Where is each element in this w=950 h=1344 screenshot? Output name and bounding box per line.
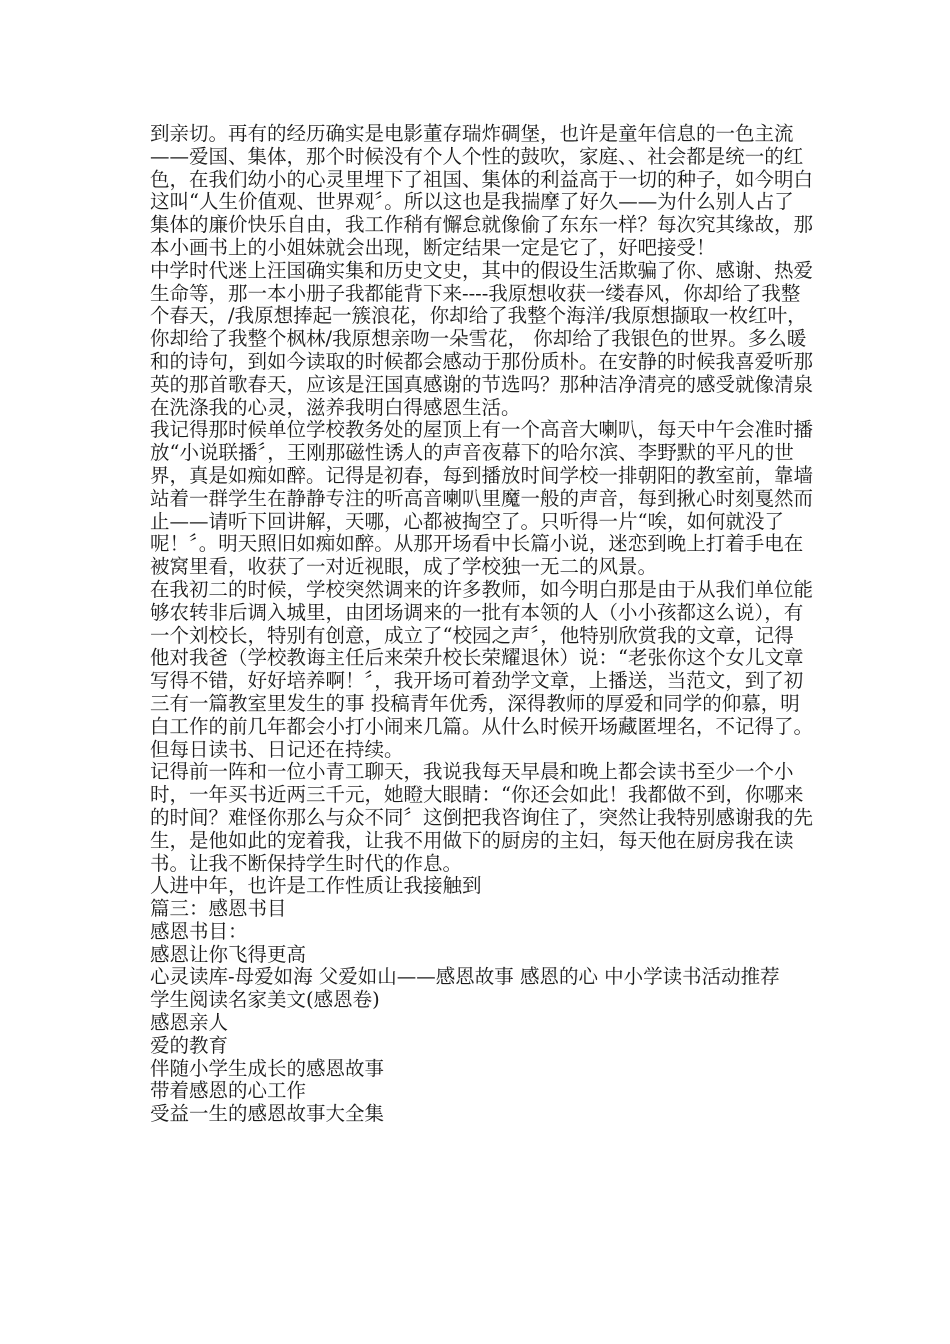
text-line: 生，是他如此的宠着我，让我不用做下的厨房的主妇，每天他在厨房我在读 — [150, 828, 794, 852]
text-line: 站着一群学生在静静专注的听高音喇叭里魔一般的声音，每到揪心时刻戛然而 — [150, 486, 814, 510]
text-line: 生命等，那一本小册子我都能背下来----我原想收获一缕春风，你却给了我整 — [150, 281, 801, 305]
list-item: 学生阅读名家美文(感恩卷) — [150, 988, 380, 1012]
list-item: 伴随小学生成长的感恩故事 — [150, 1056, 385, 1080]
list-item: 受益一生的感恩故事大全集 — [150, 1102, 385, 1126]
paragraph-childhood — [150, 122, 814, 260]
text-line: 英的那首歌春天，应该是汪国真感谢的节选吗？那种洁净清亮的感受就像清泉 — [150, 372, 814, 396]
list-item: 感恩亲人 — [150, 1011, 229, 1035]
text-line: 书。让我不断保持学生时代的作息。 — [150, 851, 463, 875]
text-line: 写得不错，好好培养啊！〞，我开场可着劲学文章，上播送，当范文，到了初 — [150, 669, 804, 693]
text-line: 他对我爸（学校教诲主任后来荣升校长荣耀退休）说：“老张你这个女儿文章 — [150, 646, 804, 670]
text-line: 到亲切。再有的经历确实是电影董存瑞炸碉堡，也许是童年信息的一色主流 — [150, 122, 794, 145]
text-line: 和的诗句，到如今读取的时候都会感动于那份质朴。在安静的时候我喜爱听那 — [150, 349, 814, 373]
text-line: 集体的廉价快乐自由，我工作稍有懈怠就像偷了东东一样？每次究其缘故，那 — [150, 213, 814, 237]
section-title: 篇三：感恩书目 — [150, 897, 287, 921]
text-line: 中学时代迷上汪国确实集和历史文史，其中的假设生活欺骗了你、感谢、热爱 — [150, 258, 814, 282]
text-line: ——爱国、集体，那个时候没有个人个性的鼓吹，家庭、、社会都是统一的红 — [150, 144, 804, 168]
list-item: 感恩让你飞得更高 — [150, 942, 307, 966]
list-heading: 感恩书目： — [150, 919, 248, 943]
text-line: 我记得那时候单位学校教务处的屋顶上有一个高音大喇叭，每天中午会准时播 — [150, 418, 814, 442]
text-line: 人进中年，也许是工作性质让我接触到 — [150, 874, 482, 898]
text-line: 时，一年买书近两三千元，她瞪大眼睛：“你还会如此！我都做不到，你哪来 — [150, 783, 804, 807]
text-line: 呢！〞。明天照旧如痴如醉。从那开场看中长篇小说，迷恋到晚上打着手电在 — [150, 532, 804, 556]
text-line: 界，真是如痴如醉。记得是初春，每到播放时间学校一排朝阳的教室前，靠墙 — [150, 463, 814, 487]
text-line: 记得前一阵和一位小青工聊天，我说我每天早晨和晚上都会读书至少一个小 — [150, 760, 794, 784]
text-line: 你却给了我整个枫林/我原想亲吻一朵雪花， 你却给了我银色的世界。多么暖 — [150, 327, 807, 351]
text-line: 白工作的前几年都会小打小闹来几篇。从什么时候开场藏匿埋名，不记得了。 — [150, 714, 814, 738]
text-line: 在洗涤我的心灵，滋养我明白得感恩生活。 — [150, 395, 521, 419]
paragraph-reading-habit — [150, 760, 814, 875]
text-line: 被窝里看，收获了一对近视眼，成了学校独一无二的风景。 — [150, 555, 658, 579]
document-page — [150, 122, 814, 1126]
paragraph-radio — [150, 418, 814, 579]
book-list — [150, 944, 802, 1126]
text-line: 够农转非后调入城里，由团场调来的一批有本领的人（小小孩都这么说），有 — [150, 600, 804, 624]
text-line: 三有一篇教室里发生的事 投稿青年优秀，深得教师的厚爱和同学的仰慕，明 — [150, 691, 800, 715]
text-line: 一个刘校长，特别有创意，成立了“校园之声〞，他特别欣赏我的文章，记得 — [150, 623, 794, 647]
text-line: 放“小说联播〞，王刚那磁性诱人的声音夜幕下的哈尔滨、李野默的平凡的世 — [150, 441, 794, 465]
text-line: 个春天，/我原想捧起一簇浪花，你却给了我整个海洋/我原想撷取一枚红叶， — [150, 304, 807, 328]
text-line: 本小画书上的小姐妹就会出现，断定结果一定是它了，好吧接受！ — [150, 235, 716, 259]
list-item: 爱的教育 — [150, 1033, 229, 1057]
text-line: 在我初二的时候，学校突然调来的许多教师，如今明白那是由于从我们单位能 — [150, 577, 814, 601]
text-line: 这叫“人生价值观、世界观〞。所以这也是我揣摩了好久——为什么别人占了 — [150, 190, 794, 214]
paragraph-middle-school — [150, 258, 814, 420]
text-line: 止——请听下回讲解，天哪，心都被掏空了。只听得一片“唉，如何就没了 — [150, 509, 784, 533]
list-item: 带着感恩的心工作 — [150, 1079, 307, 1103]
text-line: 但每日读书、日记还在持续。 — [150, 737, 404, 761]
text-line: 的时间？难怪你那么与众不同〞这倒把我咨询住了，突然让我特别感谢我的先 — [150, 805, 814, 829]
paragraph-middle-age — [150, 875, 802, 898]
text-line: 色，在我们幼小的心灵里埋下了祖国、集体的利益高于一切的种子，如今明白 — [150, 167, 814, 191]
paragraph-second-grade — [150, 577, 814, 761]
list-item: 心灵读库-母爱如海 父爱如山——感恩故事 感恩的心 中小学读书活动推荐 — [150, 965, 780, 989]
